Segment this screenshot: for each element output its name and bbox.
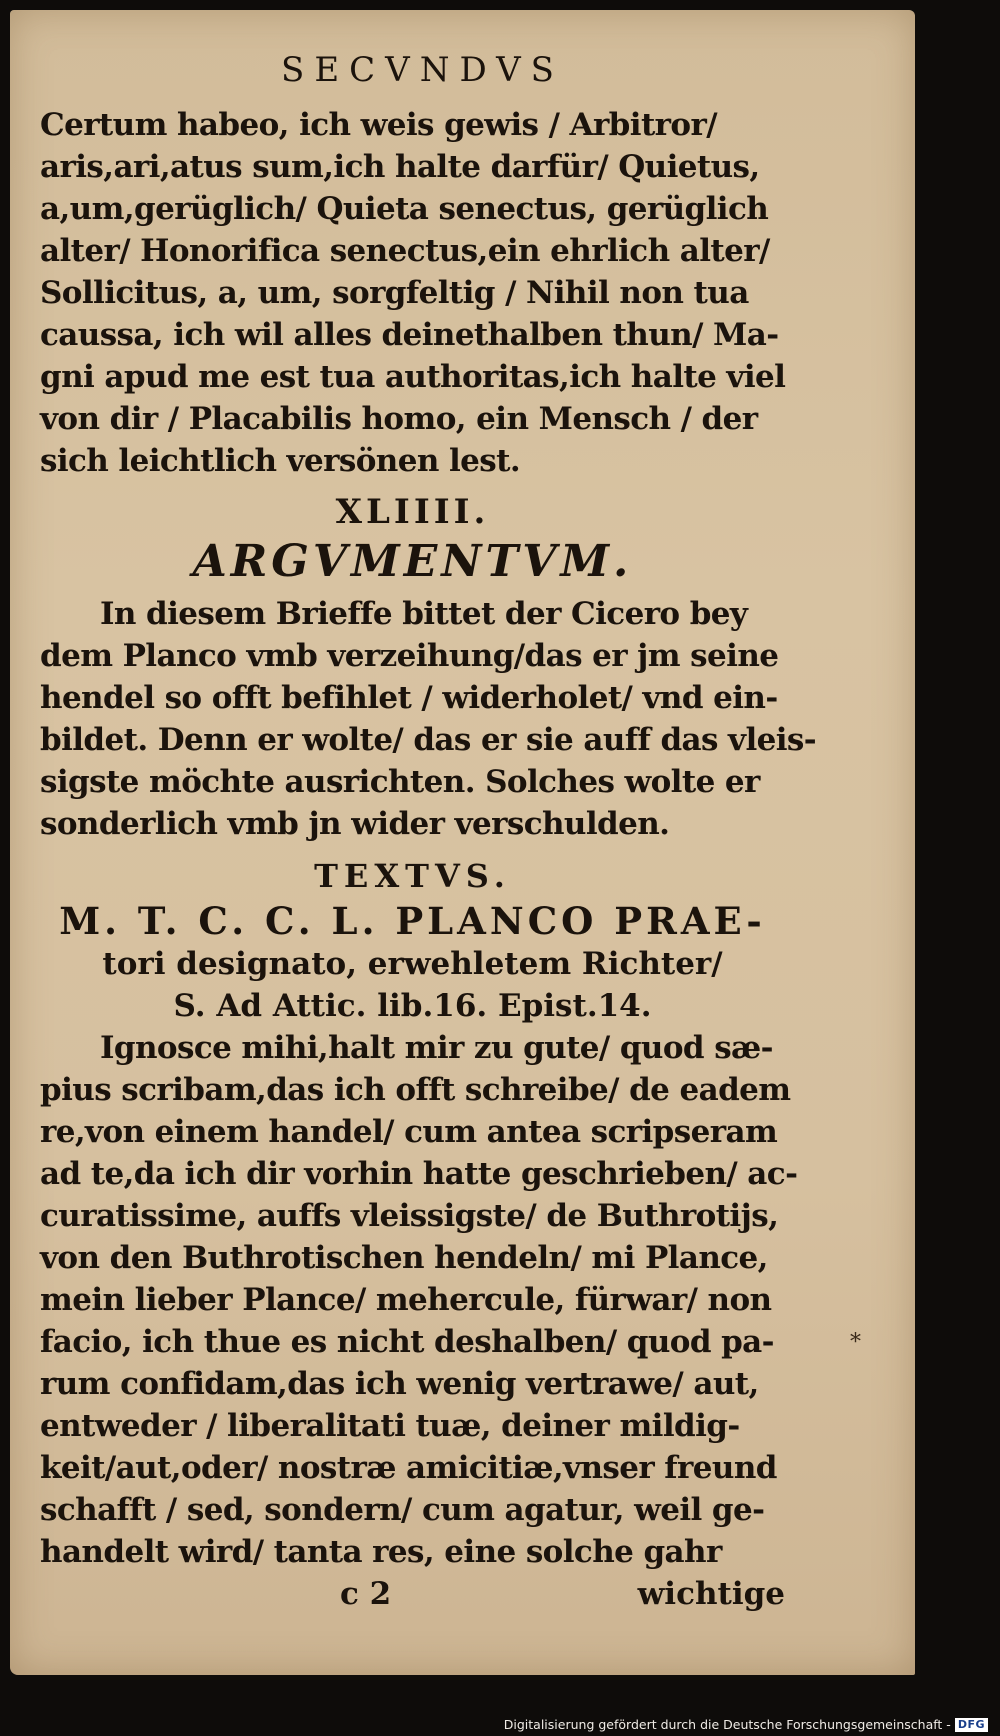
running-head: SECVNDVS <box>281 50 564 90</box>
text-line: In diesem Brieffe bittet der Cicero bey <box>100 596 748 632</box>
catchword: wichtige <box>637 1576 785 1612</box>
text-line: handelt wird/ tanta res, eine solche gahr <box>40 1534 722 1570</box>
section-number: XLIIII. <box>335 492 490 532</box>
text-line: aris,ari,atus sum,ich halte darfür/ Quietus, <box>40 149 760 185</box>
argumentum-heading: ARGVMENTVM. <box>192 536 633 587</box>
signature-mark: c 2 <box>340 1576 392 1612</box>
text-line: sonderlich vmb jn wider verschulden. <box>40 806 670 842</box>
text-line: rum confidam,das ich wenig vertrawe/ aut, <box>40 1366 759 1402</box>
book-page <box>10 10 915 1675</box>
text-line: von dir / Placabilis homo, ein Mensch / der <box>40 401 758 437</box>
text-line: facio, ich thue es nicht deshalben/ quod pa- <box>40 1324 774 1360</box>
text-line: Ignosce mihi,halt mir zu gute/ quod sæ- <box>100 1030 773 1066</box>
text-line: gni apud me est tua authoritas,ich halte viel <box>40 359 786 395</box>
text-line: ad te,da ich dir vorhin hatte geschrieben/ ac- <box>40 1156 798 1192</box>
text-line: sich leichtlich versönen lest. <box>40 443 521 479</box>
textus-heading: TEXTVS. <box>314 857 511 895</box>
text-line: hendel so offt befihlet / widerholet/ vnd ein- <box>40 680 778 716</box>
text-line: Sollicitus, a, um, sorgfeltig / Nihil non tua <box>40 275 749 311</box>
text-line: re,von einem handel/ cum antea scripseram <box>40 1114 778 1150</box>
page-footer-line <box>40 1573 785 1615</box>
text-line: bildet. Denn er wolte/ das er sie auff das vleis- <box>40 722 817 758</box>
text-line: mein lieber Plance/ mehercule, fürwar/ non <box>40 1282 772 1318</box>
text-line: caussa, ich wil alles deinethalben thun/ Ma- <box>40 317 779 353</box>
text-line: von den Buthrotischen hendeln/ mi Plance, <box>40 1240 768 1276</box>
page-text <box>40 50 817 1615</box>
textus-paragraph <box>40 1027 798 1573</box>
credit-text: Digitalisierung gefördert durch die Deutsche Forschungsgemeinschaft - <box>503 1717 951 1732</box>
source-reference: S. Ad Attic. lib.16. Epist.14. <box>173 988 652 1024</box>
text-line: keit/aut,oder/ nostræ amicitiæ,vnser freund <box>40 1450 777 1486</box>
text-line: alter/ Honorifica senectus,ein ehrlich alter/ <box>40 233 770 269</box>
addressee-line: tori designato, erwehletem Richter/ <box>102 946 723 982</box>
opening-paragraph <box>40 104 785 482</box>
argumentum-paragraph <box>40 593 817 845</box>
text-line: schafft / sed, sondern/ cum agatur, weil ge- <box>40 1492 765 1528</box>
dfg-logo-icon: DFG <box>955 1718 988 1732</box>
text-line: pius scribam,das ich offt schreibe/ de eadem <box>40 1072 791 1108</box>
text-line: sigste möchte ausrichten. Solches wolte er <box>40 764 760 800</box>
margin-asterisk: * <box>850 1330 861 1355</box>
text-line: entweder / liberalitati tuæ, deiner mildig- <box>40 1408 740 1444</box>
text-line: dem Planco vmb verzeihung/das er jm seine <box>40 638 779 674</box>
text-line: a,um,gerüglich/ Quieta senectus, gerüglich <box>40 191 769 227</box>
digitization-credit <box>504 1717 988 1732</box>
text-line: curatissime, auffs vleissigste/ de Buthrotijs, <box>40 1198 779 1234</box>
text-line: Certum habeo, ich weis gewis / Arbitror/ <box>40 107 717 143</box>
addressee-line: M. T. C. C. L. PLANCO PRAE- <box>59 899 766 943</box>
